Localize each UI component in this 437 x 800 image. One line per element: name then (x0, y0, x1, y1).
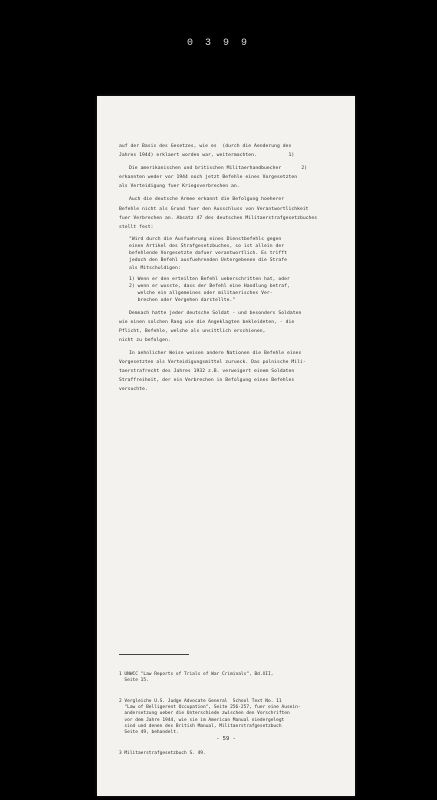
quoted-statute-list: 1) Wenn er den erteilten Befehl ueberschritten hat, oder 2) wenn er wusste, dass der Befehl eine Handlung betraf, welche ein allgemeines oder militaerisches Ver- brechen oder Vergehen darstellte." (129, 276, 290, 304)
footnote: 3 Militaerstrafgesetzbuch S. 49. (119, 751, 206, 757)
quoted-statute: "Wird durch die Ausfuehrung eines Dienstbefehls gegen einen Artikel des Strafgesetzbuches, so ist allein der befehlende Vorgesetzte dafuer verantwortlich. Es trifft jedoch den Befehl ausfuehrenden Untergebenen die Strafe als Mitschuldigen: (129, 236, 287, 271)
document-page (97, 96, 355, 796)
footnote: 2 Vergleiche U.S. Judge Advocate General School Text No. 11 "Law of Belligerent Occupation", Seite 256-257, fuer eine Ausein- andersetzung ueber die Unterschiede zwischen den Vorschriften vor dem Jahre 1944, wie sie im American Manual niedergelegt sind und denen des British Manual, Militaerstrafgesetzbuch Seite 49, behandelt. (119, 698, 301, 736)
paragraph: In aehnlicher Weise weisen andere Nationen die Befehle eines Vorgesetzten als Verteidigungsmittel zurueck. Das polnische Mili- taerstrafrecht des Jahres 1932 z.B. verweigert einem Soldaten Straffreiheit, der ein Verbrechen in Befolgung eines Befehles versuchte. (119, 351, 306, 393)
page-number: - 59 - (216, 736, 236, 742)
paragraph: Auch die deutsche Armee erkannt die Befolgung hoeherer Befehle nicht als Grund fuer den Ausschluss von Verantwortlichkeit fuer Verbrechen an. Absatz 47 des deutschen Militaerstrafgesetzbuches stellt fest: (119, 197, 318, 230)
body-text (119, 142, 345, 399)
paragraph: auf der Basis des Gesetzes, wie es (durch die Aenderung des Jahres 1944) erklaert worden war, weitermachten. 1) (119, 144, 295, 159)
footnotes (119, 659, 345, 772)
footnote-divider (119, 654, 189, 655)
footnote: 1 UNWCC "Law Reports of Trials of War Criminals", Bd.XII, Seite 15. (119, 671, 274, 683)
microfilm-frame-number: 0 3 9 9 (186, 38, 250, 49)
paragraph: Die amerikanischen und britischen Militaerhandbuecher 2) erkannten weder vor 1944 noch jetzt Befehle eines Vorgesetzten als Verteidigung fuer Kriegsverbrechen an. (119, 166, 308, 190)
paragraph: Demnach hatte jeder deutsche Soldat - und besonders Soldaten wie einen solchen Rang wie die Angeklagten bekleideten, - die Pflicht, Befehle, welche als unsittlich erschienen, nicht zu befolgen. (119, 310, 302, 343)
